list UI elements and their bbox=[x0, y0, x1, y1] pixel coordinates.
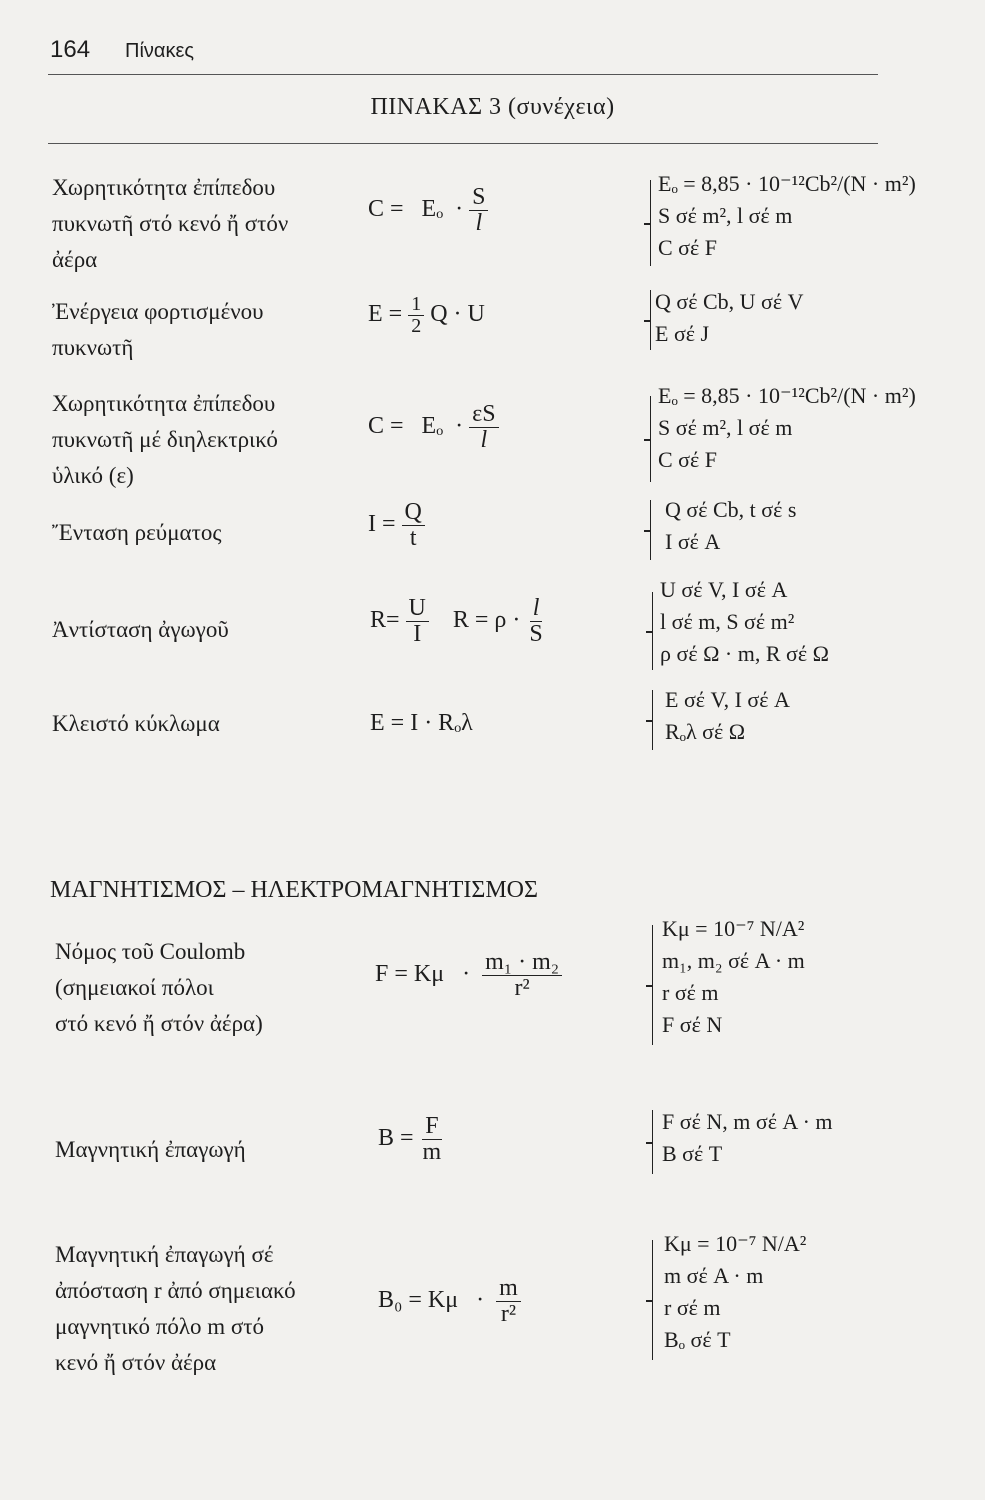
formula-closed-circuit: E = I · Rₒλ bbox=[370, 710, 473, 736]
page-number: 164 bbox=[50, 36, 91, 63]
row-label-capacitance-air: Χωρητικότητα ἐπίπεδου πυκνωτῆ στό κενό ἤ στόν ἀέρα bbox=[52, 175, 289, 272]
formula-capacitance-air: C = Eₒ · $\frac{S}{l}$ bbox=[368, 185, 488, 236]
brace bbox=[650, 180, 651, 266]
row-label-current: Ἔνταση ρεύματος bbox=[52, 520, 222, 545]
notes-capacitance-air: Eₒ = 8,85 · 10⁻¹²Cb²/(N · m²) S σέ m², l σέ m C σέ F bbox=[658, 171, 916, 260]
notes-magnetic-induction: F σέ N, m σέ A · m B σέ T bbox=[662, 1109, 833, 1166]
formula-induction-point-pole: B₀ = Kμ · $\frac{m}{\text{r²}}$ bbox=[378, 1276, 521, 1327]
running-title: Πίνακες bbox=[125, 40, 195, 62]
row-label-capacitance-dielectric: Χωρητικότητα ἐπίπεδου πυκνωτῆ μέ διηλεκτρικό ὑλικό (ε) bbox=[52, 391, 278, 488]
brace bbox=[652, 1240, 653, 1360]
title-rule bbox=[48, 143, 878, 144]
notes-capacitance-dielectric: Eₒ = 8,85 · 10⁻¹²Cb²/(N · m²) S σέ m², l σέ m C σέ F bbox=[658, 383, 916, 472]
section-heading-magnetism: ΜΑΓΝΗΤΙΣΜΟΣ – ΗΛΕΚΤΡΟΜΑΓΝΗΤΙΣΜΟΣ bbox=[50, 877, 538, 903]
brace bbox=[650, 290, 651, 350]
row-label-coulomb-law: Νόμος τοῦ Coulomb (σημειακοί πόλοι στό κενό ἤ στόν ἀέρα) bbox=[55, 939, 263, 1036]
row-label-induction-point-pole: Μαγνητική ἐπαγωγή σέ ἀπόσταση r ἀπό σημειακό μαγνητικό πόλο m στό κενό ἤ στόν ἀέρα bbox=[55, 1242, 296, 1375]
formula-current: I = $\frac{Q}{t}$ bbox=[368, 500, 425, 551]
notes-coulomb-law: Kμ = 10⁻⁷ N/A² m₁, m₂ σέ A · m r σέ m F σέ N bbox=[662, 916, 805, 1037]
notes-closed-circuit: E σέ V, I σέ A Rₒλ σέ Ω bbox=[665, 687, 790, 744]
table-title: ΠΙΝΑΚΑΣ 3 (συνέχεια) bbox=[370, 94, 615, 120]
formula-resistance: R= $\frac{U}{I}$ R = ρ · $\frac{l}{S}$ bbox=[370, 595, 543, 648]
row-label-closed-circuit: Κλειστό κύκλωμα bbox=[52, 711, 220, 736]
formula-coulomb-law: F = Kμ · $\frac{\text{m₁ · m₂}}{\text{r²}}$ bbox=[375, 950, 562, 1001]
notes-energy: Q σέ Cb, U σέ V E σέ J bbox=[655, 289, 804, 346]
notes-induction-point-pole: Kμ = 10⁻⁷ N/A² m σέ A · m r σέ m Bₒ σέ T bbox=[664, 1231, 807, 1352]
notes-current: Q σέ Cb, t σέ s I σέ A bbox=[665, 497, 797, 554]
brace bbox=[652, 925, 653, 1045]
row-label-magnetic-induction: Μαγνητική ἐπαγωγή bbox=[55, 1137, 246, 1162]
brace bbox=[650, 500, 651, 560]
formula-energy: E = $\frac{1}{2}$ Q · U bbox=[368, 293, 485, 337]
brace bbox=[652, 592, 653, 670]
header-rule bbox=[48, 74, 878, 75]
formula-magnetic-induction: B = $\frac{F}{m}$ bbox=[378, 1113, 442, 1166]
notes-resistance: U σέ V, I σέ A l σέ m, S σέ m² ρ σέ Ω · m, R σέ Ω bbox=[660, 577, 829, 666]
formula-capacitance-dielectric: C = Eₒ · $\frac{\varepsilon S}{l}$ bbox=[368, 402, 499, 453]
brace bbox=[652, 1110, 653, 1174]
row-label-resistance: Ἀντίσταση ἀγωγοῦ bbox=[52, 617, 229, 642]
brace bbox=[652, 690, 653, 750]
row-label-energy: Ἐνέργεια φορτισμένου πυκνωτῆ bbox=[52, 299, 264, 360]
brace bbox=[650, 396, 651, 482]
